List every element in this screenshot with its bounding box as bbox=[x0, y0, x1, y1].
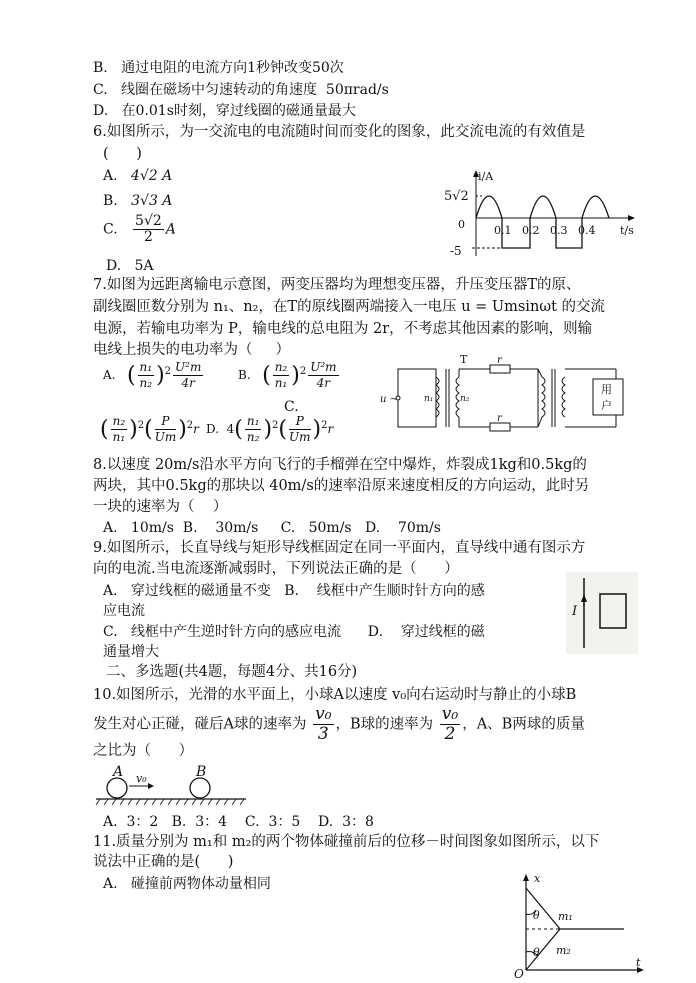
q7-diagram-n1-label: n₁ bbox=[424, 394, 434, 404]
q6-graph-tick-1: 0.1 bbox=[494, 224, 512, 237]
q10-collision-figure bbox=[96, 762, 246, 808]
q7-stem-4: 电线上损失的电功率为（ ） bbox=[93, 342, 291, 358]
q7-stem-2: 副线圈匝数分别为 n₁、n₂，在T的原线圈两端接入一电压 u = Umsinωt 的交流 bbox=[93, 299, 606, 315]
q9-option-b-cont: 应电流 bbox=[103, 603, 145, 619]
q10-ball-a-label: A bbox=[113, 764, 124, 780]
q9-stem-1: 9.如图所示，长直导线与矩形导线框固定在同一平面内，直导线中通有图示方 bbox=[93, 540, 586, 556]
q10-stem-1: 10.如图所示，光滑的水平面上，小球A以速度 v₀向右运动时与静止的小球B bbox=[93, 687, 577, 703]
q7-diagram-t-label: T bbox=[460, 353, 468, 366]
q11-graph-m2: m₂ bbox=[556, 944, 571, 957]
q6-option-a: A. 4√2 A bbox=[103, 168, 173, 184]
q9-option-a-b: A. 穿过线框的磁通量不变 B. 线框中产生顺时针方向的感 bbox=[103, 583, 485, 599]
q9-option-c-d: C. 线框中产生逆时针方向的感应电流 D. 穿过线框的磁 bbox=[103, 624, 485, 640]
q7-diagram-u-label: u ~ bbox=[380, 394, 398, 405]
q6-stem: 6.如图所示，为一交流电的电流随时间而变化的图象，此交流电流的有效值是 bbox=[93, 124, 586, 140]
q5-option-c: C. 线圈在磁场中匀速转动的角速度 50πrad/s bbox=[93, 82, 389, 98]
q9-current-label: I bbox=[572, 604, 578, 619]
q7-diagram-n2-label: n₂ bbox=[460, 394, 470, 404]
q7-option-b: B. ( $\frac{\text{n₂}}{\text{n₁}}$ )$^2$ $\frac{\text{U²m}}{4r}$ bbox=[238, 360, 337, 390]
q11-graph-t-label: t bbox=[636, 956, 641, 969]
q6-option-b: B. 3√3 A bbox=[103, 193, 173, 209]
q6-graph-tick-2: 0.2 bbox=[522, 224, 540, 237]
q6-graph-tick-3: 0.3 bbox=[550, 224, 568, 237]
q10-v0-label: v₀ bbox=[136, 772, 147, 785]
q6-graph-tick-4: 0.4 bbox=[578, 224, 596, 237]
q11-stem-1: 11.质量分别为 m₁和 m₂的两个物体碰撞前后的位移－时间图象如图所示，以下 bbox=[93, 834, 600, 850]
q6-current-graph bbox=[442, 168, 642, 268]
q8-stem-2: 两块，其中0.5kg的那块以 40m/s的速率沿原来速度相反的方向运动，此时另 bbox=[93, 478, 590, 494]
q11-graph-m1: m₁ bbox=[558, 910, 573, 923]
q6-option-d: D. 5A bbox=[106, 258, 154, 274]
q10-stem-2: 发生对心正碰，碰后A球的速率为 $\frac{\text{v₀}}{3}$ ，B球的速率为 $\frac{\text{v₀}}{2}$ ，A、B两球的质量 bbox=[93, 704, 585, 744]
q7-option-c: ( $\frac{\text{n₂}}{\text{n₁}}$ )$^2$( $\frac{P}{Um}$ )$^2$r bbox=[100, 414, 199, 444]
q7-transmission-diagram bbox=[378, 355, 628, 440]
q7-option-d: D. 4( $\frac{\text{n₁}}{\text{n₂}}$ )$^2$( $\frac{P}{Um}$ )$^2$r bbox=[206, 414, 334, 444]
q6-graph-t-label: t/s bbox=[620, 224, 634, 237]
q6-graph-y-top: 5√2 bbox=[444, 189, 469, 204]
q7-option-c-label: C. bbox=[284, 399, 299, 415]
section-2-heading: 二、多选题(共4题，每题4分、共16分) bbox=[106, 664, 358, 680]
q6-option-c: C. $\frac{5√2}{2}$ A bbox=[103, 213, 176, 245]
q6-graph-y-bottom: -5 bbox=[450, 244, 462, 258]
q8-options: A. 10m/s B. 30m/s C. 50m/s D. 70m/s bbox=[103, 520, 441, 536]
q10-options: A. 3：2 B. 3：4 C. 3：5 D. 3：8 bbox=[103, 814, 374, 830]
q10-stem-3: 之比为（ ） bbox=[93, 743, 194, 759]
q7-diagram-user-1: 用 bbox=[601, 383, 612, 396]
q6-graph-y-label: i/A bbox=[478, 170, 494, 183]
q11-graph-theta-1: θ bbox=[533, 909, 540, 922]
q5-option-d: D. 在0.01s时刻，穿过线圈的磁通量最大 bbox=[93, 103, 356, 119]
q6-graph-y-zero: 0 bbox=[458, 218, 465, 231]
q9-stem-2: 向的电流.当电流逐渐减弱时，下列说法正确的是（ ） bbox=[93, 561, 459, 577]
q11-graph-origin: O bbox=[514, 967, 524, 981]
q7-diagram-r-top: r bbox=[497, 355, 502, 366]
q8-stem-1: 8.以速度 20m/s沿水平方向飞行的手榴弹在空中爆炸，炸裂成1kg和0.5kg的 bbox=[93, 457, 587, 473]
q5-option-b: B. 通过电阻的电流方向1秒钟改变50次 bbox=[93, 60, 344, 76]
q7-diagram-user-2: 户 bbox=[601, 399, 612, 412]
q11-option-a: A. 碰撞前两物体动量相同 bbox=[103, 876, 271, 892]
q7-stem-3: 电源，若输电功率为 P，输电线的总电阻为 2r，不考虑其他因素的影响，则输 bbox=[93, 321, 593, 337]
q7-option-a: A. ( $\frac{\text{n₁}}{\text{n₂}}$ )$^2$ $\frac{\text{U²m}}{4r}$ bbox=[103, 360, 202, 390]
q9-option-d-cont: 通量增大 bbox=[103, 644, 159, 660]
q11-stem-2: 说法中正确的是( ) bbox=[93, 854, 234, 870]
q11-xt-graph bbox=[512, 870, 652, 981]
q11-graph-x-label: x bbox=[534, 872, 541, 885]
q8-stem-3: 一块的速率为（ ） bbox=[93, 499, 228, 515]
q10-ball-b-label: B bbox=[196, 764, 207, 780]
q7-diagram-r-bottom: r bbox=[497, 413, 502, 424]
q7-stem-1: 7.如图为远距离输电示意图，两变压器均为理想变压器，升压变压器T的原、 bbox=[93, 277, 581, 293]
q11-graph-theta-2: θ bbox=[533, 946, 540, 959]
q9-wire-frame-figure bbox=[566, 572, 638, 654]
q6-answer-blank: ( ) bbox=[103, 146, 142, 162]
